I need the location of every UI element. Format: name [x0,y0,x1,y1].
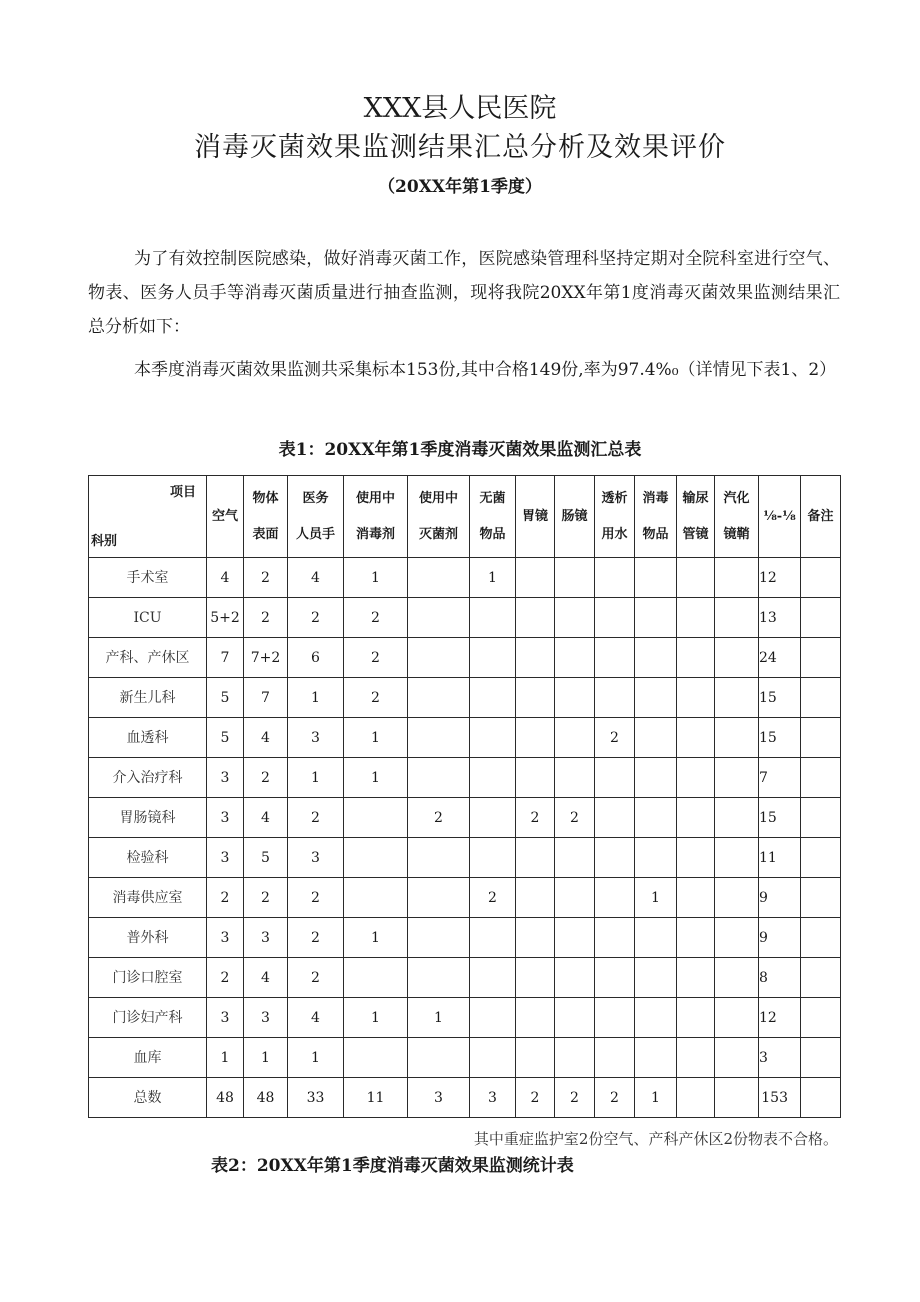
value-cell: 3 [244,918,288,958]
column-header [288,476,344,558]
value-cell [555,1038,595,1078]
value-cell: 2 [344,638,408,678]
value-cell [470,638,516,678]
table1-note: 其中重症监护室2份空气、产科产休区2份物表不合格。 [473,1130,838,1148]
column-header-line1: 无菌 [479,490,506,506]
value-cell [555,758,595,798]
value-cell [470,718,516,758]
column-header [677,476,715,558]
value-cell [635,958,677,998]
value-cell [516,878,555,918]
dept-cell: 门诊妇产科 [89,998,207,1038]
column-header-line1: 输尿 [682,490,709,506]
value-cell: 153 [759,1078,801,1118]
value-cell [470,758,516,798]
value-cell [555,638,595,678]
monitoring-summary-table [88,475,841,1118]
value-cell [801,798,841,838]
value-cell [715,598,759,638]
value-cell: 24 [759,638,801,678]
value-cell: 2 [244,758,288,798]
table-row [89,878,841,918]
column-header [715,476,759,558]
value-cell [715,678,759,718]
value-cell: 11 [759,838,801,878]
value-cell: 15 [759,798,801,838]
value-cell [516,1038,555,1078]
value-cell [344,958,408,998]
dept-cell: 手术室 [89,558,207,598]
value-cell [677,878,715,918]
value-cell: 1 [344,558,408,598]
dept-cell: 血透科 [89,718,207,758]
table-row [89,718,841,758]
value-cell: 3 [288,718,344,758]
value-cell: 9 [759,918,801,958]
table-row [89,798,841,838]
column-header [408,476,470,558]
value-cell: 15 [759,678,801,718]
value-cell [470,838,516,878]
value-cell [715,958,759,998]
column-header-line2: 用水 [601,526,628,542]
value-cell [635,718,677,758]
table1-caption: 表1：20XX年第1季度消毒灭菌效果监测汇总表 [278,440,642,460]
column-header [801,476,841,558]
column-header-line2: 镜鞘 [723,526,750,542]
value-cell [715,638,759,678]
value-cell: 3 [207,758,244,798]
value-cell [635,838,677,878]
value-cell [677,1038,715,1078]
value-cell: 3 [759,1038,801,1078]
value-cell [470,1038,516,1078]
hospital-name: XXX县人民医院 [363,93,557,124]
value-cell: 6 [288,638,344,678]
column-header-line1: 使用中 [355,490,395,506]
column-header [555,476,595,558]
value-cell [635,598,677,638]
column-header-line1: 医务 [302,490,329,506]
value-cell [801,838,841,878]
value-cell: 2 [244,878,288,918]
value-cell: 4 [207,558,244,598]
value-cell: 5 [207,718,244,758]
value-cell [677,1078,715,1118]
value-cell: 3 [207,918,244,958]
value-cell [677,958,715,998]
value-cell [801,998,841,1038]
value-cell: 1 [344,718,408,758]
value-cell: 3 [244,998,288,1038]
value-cell [715,558,759,598]
value-cell [715,758,759,798]
value-cell [635,998,677,1038]
value-cell [408,558,470,598]
column-header-line2: 物品 [479,526,506,542]
value-cell [801,558,841,598]
header-corner-cell [89,476,207,558]
value-cell [715,1078,759,1118]
value-cell [516,678,555,718]
column-header [635,476,677,558]
column-header-line1: 备注 [807,508,834,524]
value-cell [555,918,595,958]
column-header [759,476,801,558]
value-cell: 1 [288,1038,344,1078]
value-cell [595,998,635,1038]
value-cell: 3 [288,838,344,878]
column-header [344,476,408,558]
value-cell [801,718,841,758]
value-cell: 1 [288,678,344,718]
value-cell [344,878,408,918]
value-cell [408,958,470,998]
column-header [595,476,635,558]
value-cell [595,598,635,638]
value-cell: 2 [516,798,555,838]
column-header [470,476,516,558]
value-cell: 4 [244,798,288,838]
value-cell [801,638,841,678]
value-cell: 7 [207,638,244,678]
value-cell [635,798,677,838]
table-row [89,998,841,1038]
value-cell: 2 [207,958,244,998]
value-cell: 2 [344,678,408,718]
value-cell [595,1038,635,1078]
column-header-line1: 肠镜 [561,508,588,524]
column-header-line1: ⅛-⅛ [763,508,796,524]
value-cell: 4 [288,558,344,598]
table-row [89,598,841,638]
value-cell [635,758,677,798]
column-header [516,476,555,558]
value-cell: 1 [470,558,516,598]
value-cell [595,958,635,998]
intro-paragraph: 为了有效控制医院感染，做好消毒灭菌工作，医院感染管理科坚持定期对全院科室进行空气、物表、医务人员手等消毒灭菌质量进行抽查监测，现将我院20XX年第1度消毒灭菌效果监测结果汇总分析如下： [88,249,840,337]
value-cell: 48 [207,1078,244,1118]
value-cell [408,918,470,958]
value-cell [595,678,635,718]
dept-cell: 普外科 [89,918,207,958]
value-cell: 3 [207,998,244,1038]
value-cell: 1 [207,1038,244,1078]
value-cell [677,758,715,798]
value-cell: 2 [595,1078,635,1118]
value-cell: 2 [288,918,344,958]
table-row [89,558,841,598]
value-cell [470,598,516,638]
value-cell: 2 [470,878,516,918]
value-cell [516,838,555,878]
value-cell [595,758,635,798]
value-cell: 48 [244,1078,288,1118]
table-header-row [89,476,841,558]
value-cell [677,838,715,878]
value-cell: 12 [759,998,801,1038]
value-cell [344,1038,408,1078]
value-cell: 8 [759,958,801,998]
value-cell [344,838,408,878]
value-cell: 2 [288,798,344,838]
value-cell [408,758,470,798]
corner-item-label: 项目 [169,485,196,500]
value-cell [408,1038,470,1078]
value-cell [595,918,635,958]
value-cell [677,798,715,838]
value-cell: 5 [244,838,288,878]
dept-cell: 消毒供应室 [89,878,207,918]
column-header-line1: 物体 [252,490,279,506]
table-row [89,958,841,998]
value-cell: 5+2 [207,598,244,638]
value-cell [677,918,715,958]
table-row [89,918,841,958]
value-cell [470,918,516,958]
column-header-line1: 消毒 [642,490,669,506]
value-cell: 4 [244,958,288,998]
table2-caption: 表2：20XX年第1季度消毒灭菌效果监测统计表 [211,1156,574,1176]
column-header-line2: 物品 [642,526,669,542]
table-row [89,838,841,878]
value-cell [801,678,841,718]
value-cell [408,598,470,638]
value-cell [715,838,759,878]
value-cell: 13 [759,598,801,638]
value-cell [408,838,470,878]
value-cell: 2 [408,798,470,838]
value-cell [801,1038,841,1078]
value-cell [555,678,595,718]
value-cell [715,918,759,958]
value-cell [635,1038,677,1078]
column-header-line1: 空气 [211,508,238,524]
value-cell: 1 [344,918,408,958]
value-cell [516,998,555,1038]
value-cell: 2 [288,878,344,918]
value-cell: 7+2 [244,638,288,678]
column-header-line2: 人员手 [295,526,335,542]
value-cell [677,598,715,638]
summary-paragraph: 本季度消毒灭菌效果监测共采集标本153份,其中合格149份,率为97.4%₀（详情见下表1、2） [134,360,837,380]
value-cell: 2 [555,798,595,838]
table-row [89,1038,841,1078]
dept-cell: 检验科 [89,838,207,878]
value-cell: 1 [408,998,470,1038]
value-cell: 4 [288,998,344,1038]
value-cell [555,838,595,878]
value-cell [408,878,470,918]
value-cell [635,638,677,678]
value-cell [595,798,635,838]
value-cell: 1 [344,998,408,1038]
value-cell [715,718,759,758]
dept-cell: 新生儿科 [89,678,207,718]
value-cell [408,678,470,718]
dept-cell: 总数 [89,1078,207,1118]
value-cell [635,918,677,958]
report-period: （20XX年第1季度） [378,177,542,197]
value-cell [635,678,677,718]
dept-cell: 门诊口腔室 [89,958,207,998]
value-cell [595,838,635,878]
value-cell: 3 [470,1078,516,1118]
value-cell: 3 [207,838,244,878]
dept-cell: ICU [89,598,207,638]
value-cell [801,878,841,918]
value-cell [801,958,841,998]
value-cell: 1 [288,758,344,798]
value-cell: 2 [595,718,635,758]
value-cell: 15 [759,718,801,758]
value-cell [677,638,715,678]
value-cell: 2 [288,958,344,998]
report-title: 消毒灭菌效果监测结果汇总分析及效果评价 [194,132,726,163]
value-cell [516,718,555,758]
value-cell: 2 [555,1078,595,1118]
column-header [244,476,288,558]
value-cell [555,718,595,758]
value-cell [677,678,715,718]
value-cell [470,678,516,718]
value-cell: 2 [244,558,288,598]
value-cell [408,638,470,678]
value-cell [555,958,595,998]
corner-dept-label: 科别 [91,534,118,549]
value-cell [801,918,841,958]
value-cell: 12 [759,558,801,598]
value-cell: 2 [288,598,344,638]
value-cell [595,878,635,918]
value-cell: 3 [207,798,244,838]
column-header-line1: 使用中 [418,490,458,506]
value-cell [595,638,635,678]
value-cell: 2 [516,1078,555,1118]
value-cell [715,878,759,918]
column-header-line1: 透析 [601,490,628,506]
value-cell [555,598,595,638]
value-cell [470,998,516,1038]
value-cell [801,758,841,798]
value-cell [715,1038,759,1078]
value-cell [516,918,555,958]
value-cell: 7 [759,758,801,798]
value-cell: 1 [635,878,677,918]
value-cell [555,998,595,1038]
value-cell [635,558,677,598]
value-cell [715,998,759,1038]
column-header [207,476,244,558]
value-cell [677,998,715,1038]
column-header-line1: 汽化 [723,490,750,506]
table-row [89,678,841,718]
value-cell: 9 [759,878,801,918]
value-cell [801,598,841,638]
value-cell: 1 [244,1038,288,1078]
dept-cell: 介入治疗科 [89,758,207,798]
value-cell [408,718,470,758]
table-row [89,758,841,798]
column-header-line2: 消毒剂 [355,526,395,542]
value-cell: 2 [344,598,408,638]
value-cell: 1 [635,1078,677,1118]
column-header-line1: 胃镜 [521,508,548,524]
value-cell: 5 [207,678,244,718]
value-cell [516,758,555,798]
value-cell: 2 [207,878,244,918]
value-cell: 11 [344,1078,408,1118]
value-cell [677,558,715,598]
table-row [89,638,841,678]
value-cell [555,558,595,598]
value-cell [595,558,635,598]
value-cell [801,1078,841,1118]
dept-cell: 血库 [89,1038,207,1078]
value-cell [470,798,516,838]
value-cell [470,958,516,998]
dept-cell: 胃肠镜科 [89,798,207,838]
column-header-line2: 管镜 [682,526,709,542]
dept-cell: 产科、产休区 [89,638,207,678]
value-cell [344,798,408,838]
value-cell [715,798,759,838]
value-cell: 4 [244,718,288,758]
value-cell [555,878,595,918]
column-header-line2: 表面 [252,526,279,542]
value-cell [516,558,555,598]
value-cell: 33 [288,1078,344,1118]
value-cell [516,638,555,678]
value-cell: 2 [244,598,288,638]
value-cell: 7 [244,678,288,718]
column-header-line2: 灭菌剂 [418,526,458,542]
value-cell [516,598,555,638]
value-cell: 1 [344,758,408,798]
value-cell: 3 [408,1078,470,1118]
table-row [89,1078,841,1118]
value-cell [516,958,555,998]
value-cell [677,718,715,758]
